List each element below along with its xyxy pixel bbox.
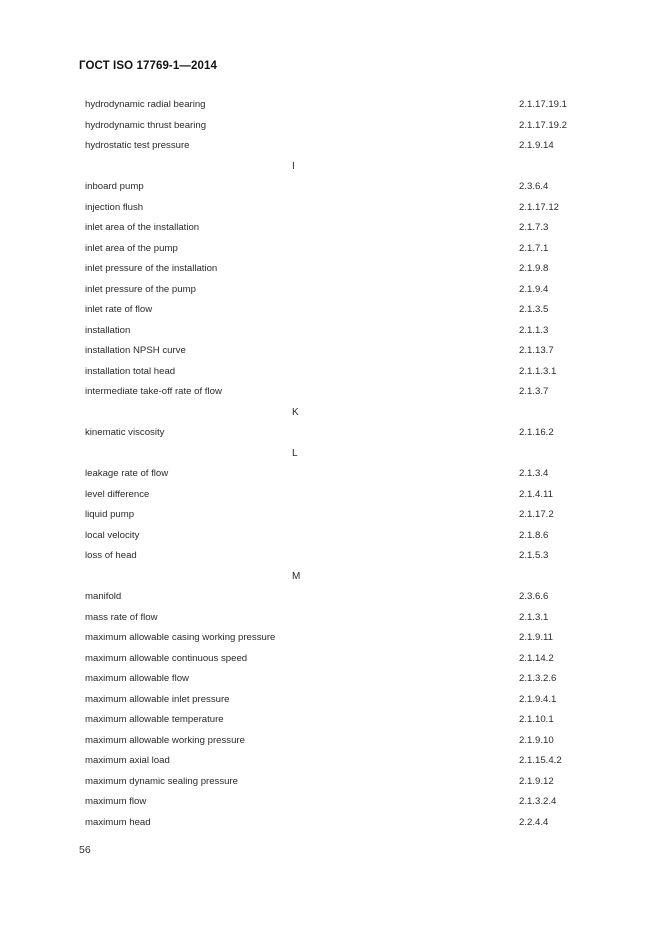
index-term: hydrostatic test pressure <box>85 140 190 151</box>
document-header: ГОСТ ISO 17769-1—2014 <box>79 60 217 72</box>
index-entry <box>0 422 661 443</box>
index-reference: 2.1.9.4.1 <box>519 693 557 705</box>
index-term: maximum allowable continuous speed <box>85 652 248 664</box>
index-term: liquid pump <box>85 509 135 520</box>
index-term: installation total head <box>85 365 176 377</box>
index-term: maximum allowable working pressure <box>85 734 245 746</box>
index-term: injection flush <box>85 201 144 213</box>
index-reference: 2.1.3.2.6 <box>519 673 557 684</box>
index-entry <box>0 94 661 115</box>
index-term: loss of head <box>85 550 137 561</box>
index-reference: 2.1.3.2.4 <box>519 796 557 807</box>
index-reference: 2.1.15.4.2 <box>519 755 562 766</box>
term-index <box>0 94 661 832</box>
index-reference: 2.1.16.2 <box>519 427 554 438</box>
index-term: inlet area of the pump <box>85 242 178 254</box>
section-letter-heading <box>0 566 661 587</box>
section-letter: M <box>292 570 301 582</box>
index-reference: 2.1.17.19.2 <box>519 119 568 131</box>
index-reference: 2.1.3.5 <box>519 304 549 315</box>
index-entry <box>0 320 661 341</box>
index-reference: 2.1.3.7 <box>519 386 549 397</box>
index-term: maximum axial load <box>85 755 170 766</box>
index-entry <box>0 463 661 484</box>
index-entry <box>0 135 661 156</box>
index-term: local velocity <box>85 529 140 541</box>
index-entry <box>0 504 661 525</box>
section-letter-heading <box>0 156 661 177</box>
index-entry <box>0 627 661 648</box>
section-letter: L <box>292 447 298 459</box>
section-letter-heading <box>0 443 661 464</box>
index-reference: 2.1.5.3 <box>519 550 549 561</box>
index-reference: 2.1.3.4 <box>519 468 549 479</box>
index-term: intermediate take-off rate of flow <box>85 386 222 397</box>
index-term: inlet rate of flow <box>85 304 153 315</box>
index-entry <box>0 607 661 628</box>
index-entry <box>0 258 661 279</box>
index-reference: 2.1.1.3 <box>519 324 549 336</box>
index-term: installation <box>85 324 131 336</box>
index-reference: 2.1.17.12 <box>519 201 560 213</box>
index-entry <box>0 525 661 546</box>
index-entry <box>0 771 661 792</box>
index-entry <box>0 381 661 402</box>
index-term: manifold <box>85 591 122 602</box>
index-term: maximum head <box>85 816 151 828</box>
index-entry <box>0 279 661 300</box>
index-reference: 2.1.4.11 <box>519 488 553 500</box>
index-reference: 2.1.8.6 <box>519 529 549 541</box>
index-reference: 2.1.9.8 <box>519 263 549 274</box>
index-reference: 2.1.9.4 <box>519 283 549 295</box>
index-entry <box>0 176 661 197</box>
index-reference: 2.1.1.3.1 <box>519 365 557 377</box>
index-reference: 2.3.6.6 <box>519 591 549 602</box>
index-term: maximum dynamic sealing pressure <box>85 775 239 787</box>
index-term: installation NPSH curve <box>85 345 186 356</box>
section-letter: K <box>292 406 299 418</box>
index-reference: 2.1.17.2 <box>519 509 554 520</box>
index-reference: 2.1.7.3 <box>519 222 549 233</box>
index-entry <box>0 730 661 751</box>
index-entry <box>0 115 661 136</box>
index-term: maximum allowable flow <box>85 673 189 684</box>
index-entry <box>0 812 661 833</box>
index-entry <box>0 361 661 382</box>
index-reference: 2.1.9.14 <box>519 140 554 151</box>
index-term: inlet area of the installation <box>85 222 200 233</box>
index-reference: 2.1.7.1 <box>519 242 549 254</box>
index-term: maximum allowable inlet pressure <box>85 693 230 705</box>
index-entry <box>0 197 661 218</box>
index-reference: 2.1.9.10 <box>519 734 554 746</box>
index-entry <box>0 299 661 320</box>
index-entry <box>0 586 661 607</box>
index-entry <box>0 340 661 361</box>
index-term: mass rate of flow <box>85 611 158 623</box>
index-term: maximum flow <box>85 796 147 807</box>
index-term: level difference <box>85 488 150 500</box>
index-reference: 2.3.6.4 <box>519 181 549 192</box>
index-term: inlet pressure of the pump <box>85 283 196 295</box>
index-entry <box>0 484 661 505</box>
index-entry <box>0 689 661 710</box>
index-term: leakage rate of flow <box>85 468 169 479</box>
index-entry <box>0 750 661 771</box>
index-term: kinematic viscosity <box>85 427 165 438</box>
index-term: maximum allowable temperature <box>85 714 224 725</box>
index-term: maximum allowable casing working pressure <box>85 632 276 643</box>
page-number: 56 <box>79 844 91 856</box>
index-reference: 2.1.9.11 <box>519 632 553 643</box>
index-term: inboard pump <box>85 181 144 192</box>
index-reference: 2.1.9.12 <box>519 775 554 787</box>
index-term: hydrodynamic thrust bearing <box>85 119 207 131</box>
index-entry <box>0 217 661 238</box>
section-letter: I <box>292 160 295 172</box>
index-reference: 2.1.17.19.1 <box>519 99 568 110</box>
index-entry <box>0 709 661 730</box>
index-reference: 2.2.4.4 <box>519 816 549 828</box>
index-entry <box>0 545 661 566</box>
index-reference: 2.1.13.7 <box>519 345 554 356</box>
index-reference: 2.1.3.1 <box>519 611 549 623</box>
index-entry <box>0 791 661 812</box>
index-term: inlet pressure of the installation <box>85 263 218 274</box>
index-term: hydrodynamic radial bearing <box>85 99 206 110</box>
section-letter-heading <box>0 402 661 423</box>
index-reference: 2.1.10.1 <box>519 714 554 725</box>
index-entry <box>0 668 661 689</box>
index-entry <box>0 238 661 259</box>
index-reference: 2.1.14.2 <box>519 652 554 664</box>
index-entry <box>0 648 661 669</box>
